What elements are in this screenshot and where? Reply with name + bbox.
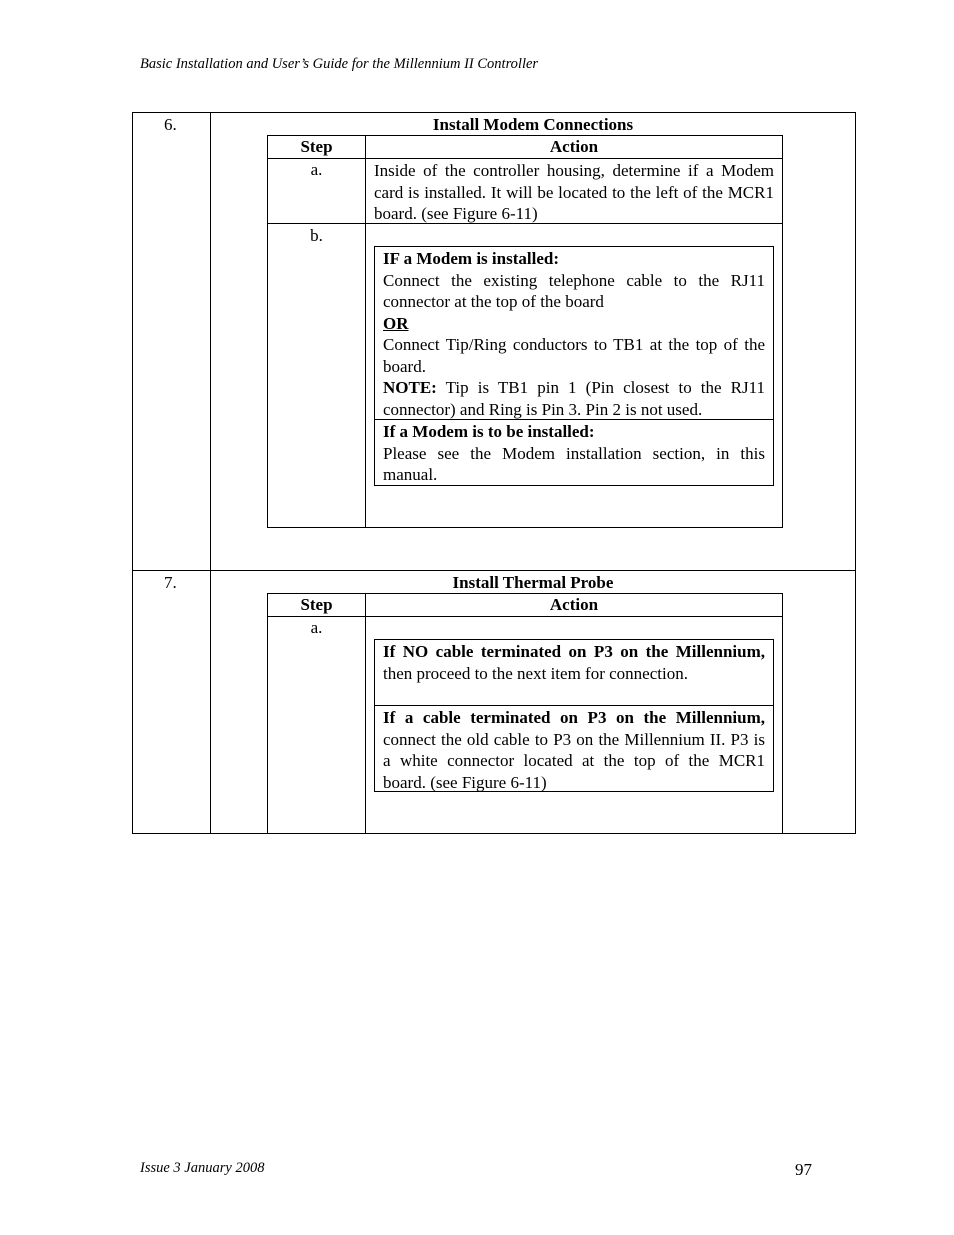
condition-text: connect the old cable to P3 on the Millennium II. P3 is a white connector located at the top of the MCR1 board. (see Figure 6-11): [383, 729, 765, 792]
condition-box: [374, 246, 774, 420]
step-label: b.: [310, 226, 323, 245]
action-column-header: Action: [549, 595, 599, 614]
step-column-header: Step: [300, 595, 333, 614]
section-title: Install Modem Connections: [432, 115, 634, 134]
page-number: 97: [795, 1160, 812, 1179]
header-row-divider: [268, 158, 782, 159]
condition-paragraph: [383, 707, 765, 793]
column-divider: [210, 113, 211, 833]
condition-box: [374, 705, 774, 792]
step-label: a.: [310, 160, 323, 179]
procedure-table: [132, 112, 856, 834]
row-divider: [133, 570, 855, 571]
condition-text: Please see the Modem installation section, in this manual.: [383, 443, 765, 484]
condition-box: [374, 639, 774, 706]
step-table: [267, 135, 783, 528]
condition-heading: If a Modem is to be installed:: [383, 422, 595, 441]
action-text: Inside of the controller housing, determine if a Modem card is installed. It will be located to the left of the MCR1 board. (see Figure 6-11): [374, 161, 774, 223]
condition-box: [374, 419, 774, 486]
note-label: NOTE:: [383, 378, 437, 397]
section-title: Install Thermal Probe: [452, 573, 614, 592]
or-separator: OR: [383, 313, 409, 333]
running-header: Basic Installation and User’s Guide for the Millennium II Controller: [140, 56, 539, 72]
note-text: Tip is TB1 pin 1 (Pin closest to the RJ11 connector) and Ring is Pin 3. Pin 2 is not used.: [383, 378, 765, 419]
condition-text: Connect Tip/Ring conductors to TB1 at the top of the board.: [383, 335, 765, 376]
step-column-divider: [365, 136, 366, 527]
condition-bold-text: If NO cable terminated on P3 on the Millennium,: [383, 642, 765, 661]
section-number: 7.: [164, 573, 177, 592]
condition-text: Connect the existing telephone cable to the RJ11 connector at the top of the board: [383, 270, 765, 311]
step-column-divider: [365, 594, 366, 833]
section-number: 6.: [164, 115, 177, 134]
condition-heading: IF a Modem is installed:: [383, 249, 559, 268]
step-column-header: Step: [300, 137, 333, 156]
condition-bold-text: If a cable terminated on P3 on the Millennium,: [383, 708, 765, 727]
step-label: a.: [310, 618, 323, 637]
action-column-header: Action: [549, 137, 599, 156]
step-table: [267, 593, 783, 834]
note-paragraph: [383, 377, 765, 420]
header-row-divider: [268, 616, 782, 617]
condition-paragraph: [383, 641, 765, 684]
condition-text: then proceed to the next item for connection.: [383, 663, 688, 683]
issue-date: Issue 3 January 2008: [140, 1160, 265, 1176]
